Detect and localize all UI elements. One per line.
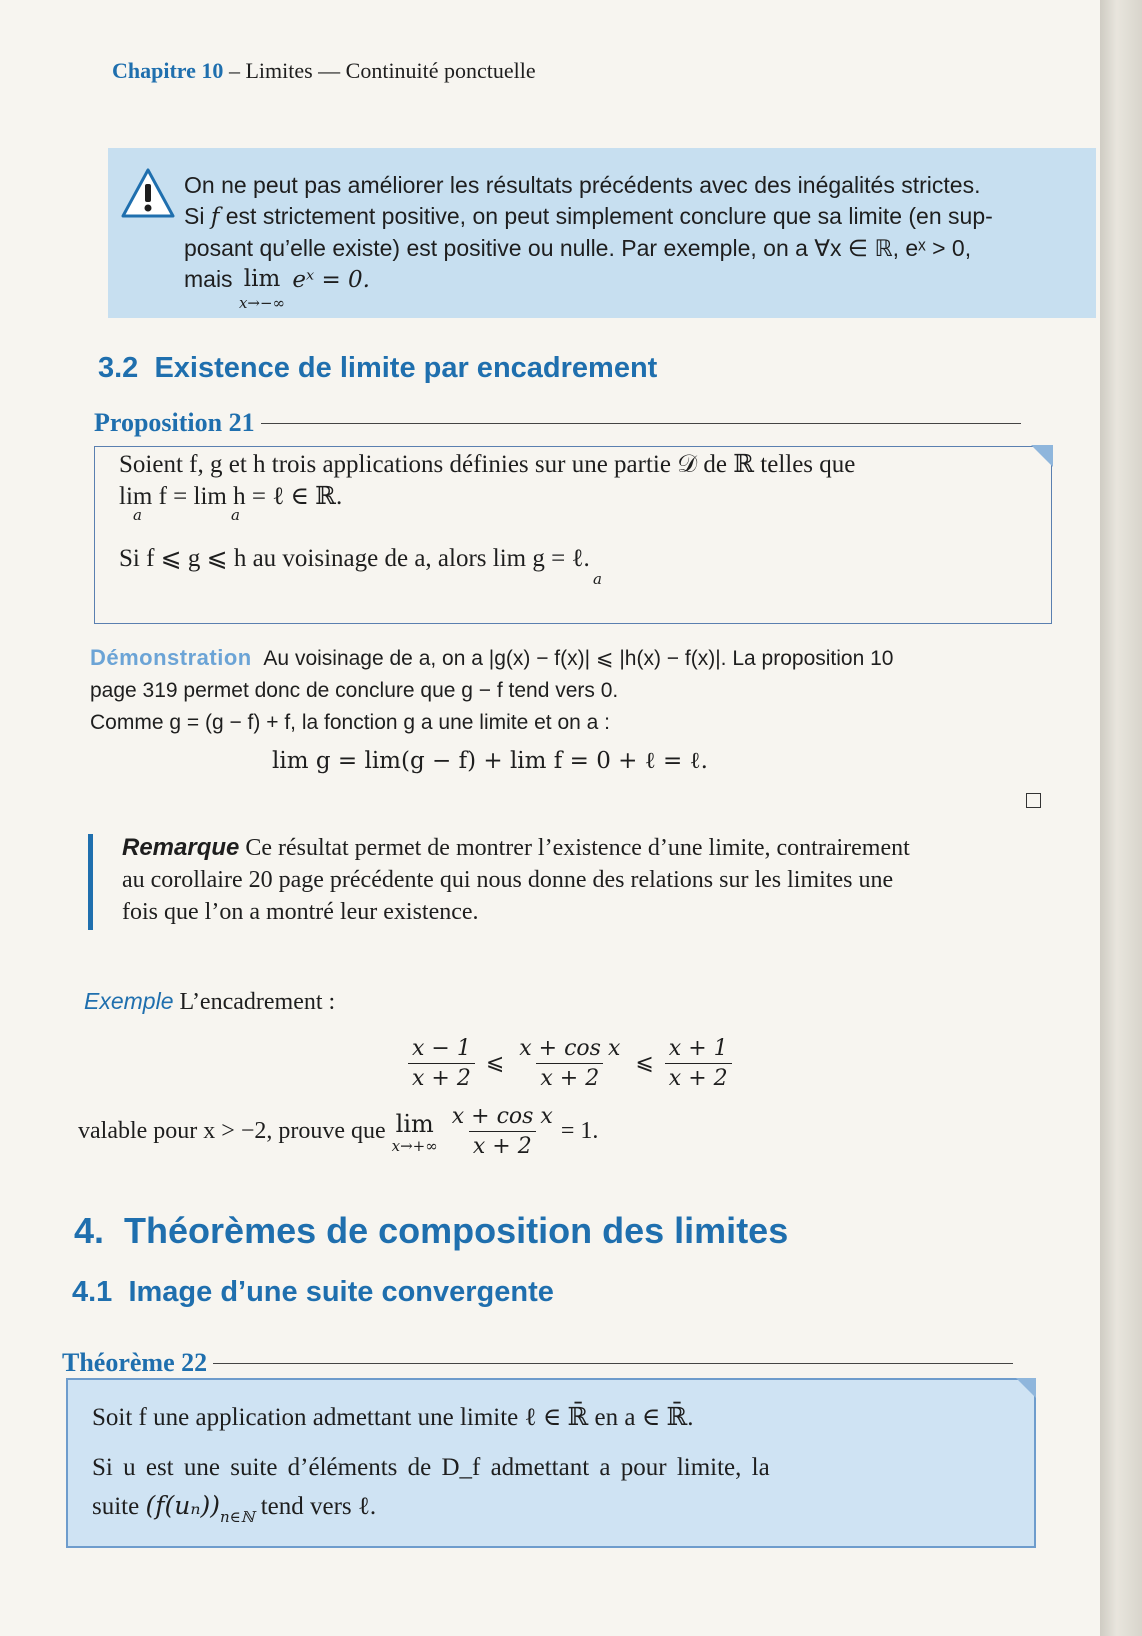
demonstration: [90, 642, 1050, 777]
lim-sub-a-2: a: [231, 506, 240, 524]
proposition-line-3: Si f ⩽ g ⩽ h au voisinage de a, alors lim g = ℓ.: [119, 545, 590, 572]
warning-box: [108, 148, 1096, 318]
remark-line-2: au corollaire 20 page précédente qui nous donne des relations sur les limites une: [122, 867, 894, 893]
example-intro: Exemple L’encadrement :: [84, 988, 336, 1015]
example-conclusion: valable pour x > −2, prouve que lim x→+∞ $\frac{\text{x + cos x}}{x + 2}$ = 1.: [78, 1104, 599, 1159]
proposition-title: Proposition 21: [94, 408, 1021, 438]
proposition-line-1: Soient f, g et h trois applications définies sur une partie 𝒟 de ℝ telles que: [119, 451, 856, 478]
theorem-line-1: Soit f une application admettant une limite ℓ ∈ ℝ̄ en a ∈ ℝ̄.: [92, 1404, 694, 1431]
theorem-line-3: suite $(f(u_n))_{n\in ℕ}$ tend vers ℓ.: [92, 1491, 377, 1526]
remark-line-3: fois que l’on a montré leur existence.: [122, 899, 479, 925]
warning-text: [184, 170, 1084, 311]
lim-sub-a-1: a: [133, 506, 142, 524]
qed-square: [1026, 793, 1041, 808]
section-3-2-heading: 3.2 Existence de limite par encadrement: [98, 352, 658, 384]
demo-line-1: Démonstration Au voisinage de a, on a |g(x) − f(x)| ⩽ |h(x) − f(x)|. La proposition 10: [90, 645, 894, 670]
lim-sub-a-3: a: [593, 570, 602, 588]
proposition-box: [94, 446, 1052, 624]
proposition-line-2: lim f = lim h = ℓ ∈ ℝ.: [119, 483, 343, 510]
section-4-1-heading: 4.1 Image d’une suite convergente: [72, 1276, 554, 1308]
warning-line-3: posant qu’elle existe) est positive ou nulle. Par exemple, on a ∀x ∈ ℝ, eˣ > 0,: [184, 235, 972, 261]
remark-bar: [88, 834, 93, 930]
example-inequality: $\frac{x - 1}{x + 2}$ ⩽ $\frac{\text{x + cos x}}{x + 2}$ ⩽ $\frac{x + 1}{x + 2}$: [404, 1036, 736, 1091]
remark: [122, 832, 1052, 928]
chapter-label: Chapitre 10: [112, 58, 224, 83]
warning-icon: [120, 166, 176, 222]
book-spine-edge: [1100, 0, 1142, 1636]
theorem-box: [66, 1378, 1036, 1548]
demo-equation: lim g = lim(g − f) + lim f = 0 + ℓ = ℓ.: [272, 748, 708, 774]
demo-line-2: page 319 permet donc de conclure que g − f tend vers 0.: [90, 679, 619, 702]
warning-line-4: mais lim x→−∞ eˣ = 0.: [184, 266, 370, 312]
running-header: [112, 58, 536, 84]
theorem-title: Théorème 22: [62, 1348, 1013, 1378]
chapter-title: – Limites — Continuité ponctuelle: [223, 58, 536, 83]
section-4-heading: 4. Théorèmes de composition des limites: [74, 1210, 789, 1251]
demo-line-3: Comme g = (g − f) + f, la fonction g a une limite et on a :: [90, 711, 611, 734]
remark-line-1: Remarque Ce résultat permet de montrer l’existence d’une limite, contrairement: [122, 834, 910, 861]
warning-line-1: On ne peut pas améliorer les résultats précédents avec des inégalités strictes.: [184, 172, 981, 198]
warning-line-2: Si f est strictement positive, on peut simplement conclure que sa limite (en sup-: [184, 203, 993, 230]
theorem-line-2: Si u est une suite d’éléments de D_f admettant a pour limite, la: [92, 1454, 770, 1481]
